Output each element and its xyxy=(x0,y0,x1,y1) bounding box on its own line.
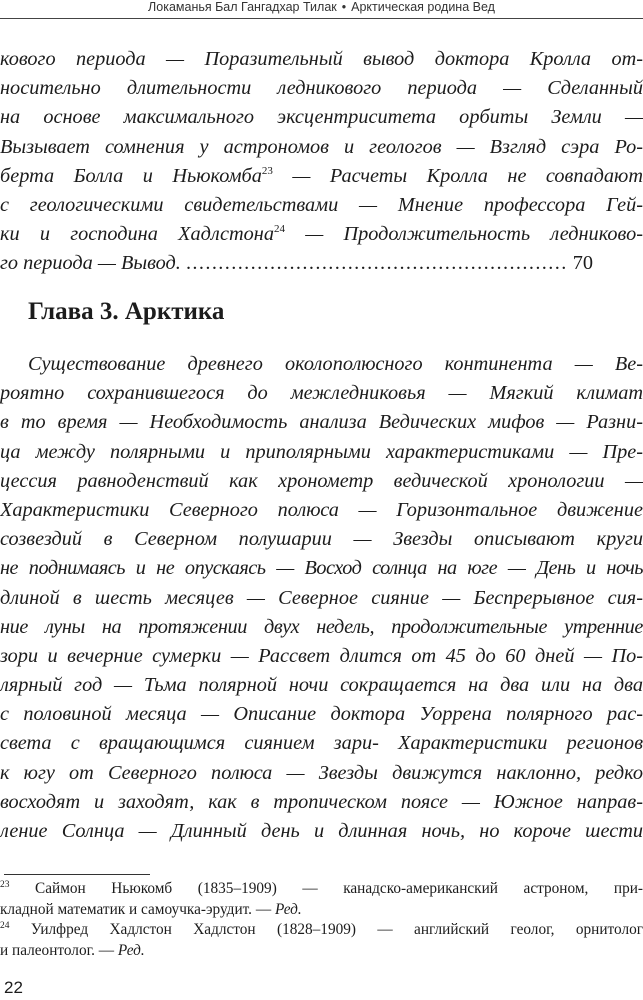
header-book-title: Арктическая родина Вед xyxy=(351,0,495,14)
toc-leader-dots: ........................................................... xyxy=(185,252,568,275)
chapter-heading: Глава 3. Арктика xyxy=(28,298,225,325)
footnote-23-cont xyxy=(0,900,643,921)
summary-line: созвездий в Северном полушарии — Звезды описывают круги xyxy=(0,528,643,551)
footnote-text: кладной математик и самоучка-эрудит. — xyxy=(0,900,275,918)
footnote-ref-24[interactable]: 24 xyxy=(273,223,285,236)
summary-line: роятно сохранившегося до межледниковья — Мягкий климат xyxy=(0,382,643,405)
footnote-24-cont xyxy=(0,941,643,962)
summary-line: Характеристики Северного полюса — Горизонтальное движение xyxy=(0,498,643,521)
toc-line: с геологическими свидетельствами — Мнение профессора Гей- xyxy=(0,193,643,216)
footnote-text: и палеонтолог. — xyxy=(0,942,118,960)
summary-line: в то время — Необходимость анализа Ведических мифов — Разни- xyxy=(0,411,643,434)
summary-line: длиной в шесть месяцев — Северное сияние — Беспрерывное сия- xyxy=(0,586,643,609)
toc-line-text: — Продолжительность ледниково- xyxy=(284,223,643,246)
footnote-24 xyxy=(0,920,643,941)
toc-line: носительно длительности ледникового периода — Сделанный xyxy=(0,77,643,100)
toc-line-text: ки и господина Хадлстона xyxy=(0,223,274,246)
header-author: Локаманья Бал Гангадхар Тилак xyxy=(148,0,337,14)
toc-line-text: берта Болла и Ньюкомба xyxy=(0,164,262,187)
footnote-text: Саймон Ньюкомб (1835–1909) — канадско-американский астроном, при- xyxy=(9,880,643,897)
toc-page-number: 70 xyxy=(567,252,594,275)
summary-line: восходят и заходят, как в тропическом поясе — Южное направ- xyxy=(0,790,643,813)
footnote-editor-mark: Ред. xyxy=(117,942,145,960)
summary-line: ление Солнца — Длинный день и длинная ночь, но короче шести xyxy=(0,820,643,842)
footnote-divider xyxy=(4,874,150,875)
toc-line: Вызывает сомнения у астрономов и геологов — Взгляд сэра Ро- xyxy=(0,135,643,158)
toc-line xyxy=(0,162,643,191)
toc-line xyxy=(0,249,643,278)
footnotes xyxy=(0,879,643,962)
summary-line: не поднимаясь и не опускаясь — Восход солнца на юге — День и ночь xyxy=(0,557,643,580)
summary-line: ца между полярными и приполярными характеристиками — Пре- xyxy=(0,440,643,463)
toc-line: на основе максимального эксцентриситета орбиты Земли — xyxy=(0,106,643,129)
toc-line-text: — Расчеты Кролла не совпадают xyxy=(272,164,643,187)
footnote-text: Уилфред Хадлстон Хадлстон (1828–1909) — английский геолог, орнитолог xyxy=(9,921,643,939)
toc-line xyxy=(0,220,643,249)
footnote-number: 24 xyxy=(0,921,10,932)
summary-line: к югу от Северного полюса — Звезды движутся наклонно, редко xyxy=(0,761,643,784)
summary-line: лярный год — Тьма полярной ночи сокращается на два или на два xyxy=(0,674,643,697)
footnote-ref-23[interactable]: 23 xyxy=(261,164,273,177)
summary-line: света с вращающимся сиянием зари- Характеристики регионов xyxy=(0,732,643,755)
header-separator: • xyxy=(341,0,347,14)
running-header xyxy=(0,0,643,19)
toc-entry-text: го периода — Вывод. xyxy=(0,252,186,275)
toc-line: кового периода — Поразительный вывод доктора Кролла от- xyxy=(0,48,643,70)
chapter-summary xyxy=(0,350,643,846)
summary-line: ние луны на протяжении двух недель, продолжительные утренние xyxy=(0,615,643,638)
summary-line: с половиной месяца — Описание доктора Уоррена полярного рас- xyxy=(0,703,643,726)
footnote-editor-mark: Ред. xyxy=(274,900,302,918)
footnote-number: 23 xyxy=(0,879,10,890)
summary-line: Существование древнего околополюсного континента — Ве- xyxy=(28,353,643,375)
summary-line: зори и вечерние сумерки — Рассвет длится от 45 до 60 дней — По- xyxy=(0,644,643,667)
summary-line: цессия равноденствий как хронометр ведической хронологии — xyxy=(0,469,643,492)
toc-continuation xyxy=(0,45,643,279)
footnote-23 xyxy=(0,879,643,900)
page-number: 22 xyxy=(4,978,23,997)
